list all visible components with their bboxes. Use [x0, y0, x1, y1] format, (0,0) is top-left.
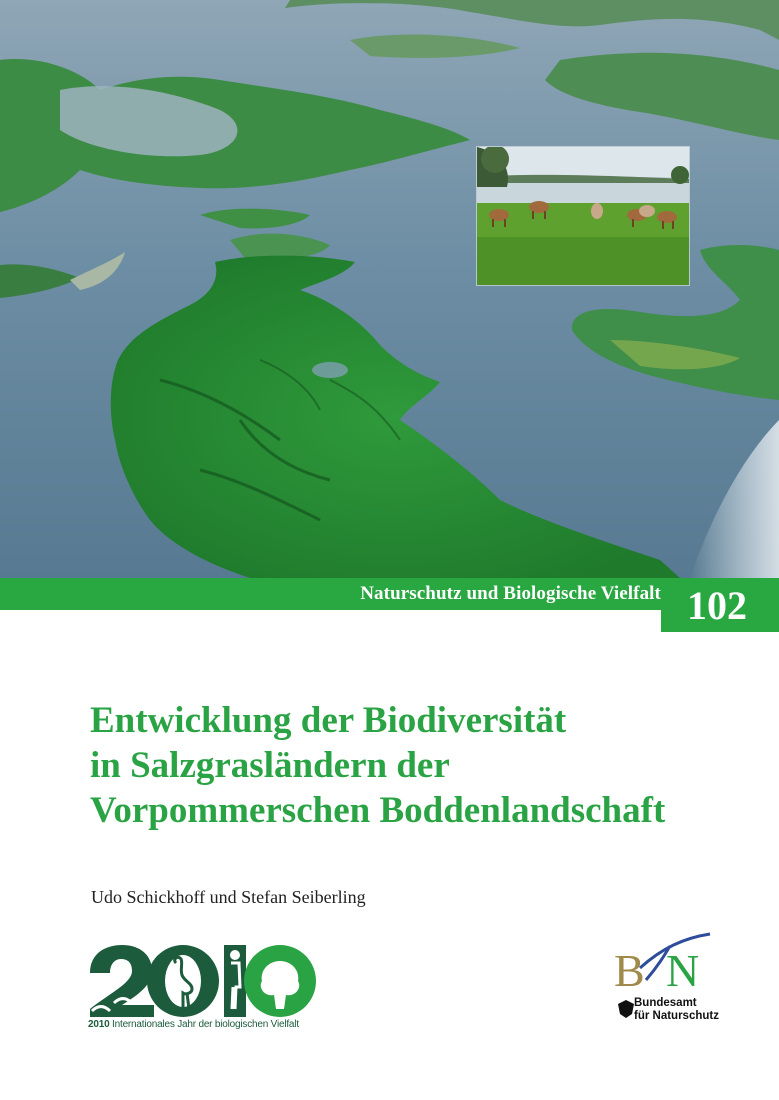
logo-2010-year: 2010	[88, 1019, 110, 1030]
publisher-name-line-2: für Naturschutz	[634, 1010, 719, 1022]
book-title-line-2: in Salzgrasländern der	[90, 745, 450, 786]
publisher-name	[634, 997, 719, 1023]
book-title-line-1: Entwicklung der Biodiversität	[90, 700, 567, 741]
inset-horses-photo	[477, 147, 689, 285]
logo-2010-graphic	[88, 943, 318, 1019]
biodiversity-year-logo	[88, 943, 318, 1038]
svg-text:B: B	[614, 945, 645, 996]
book-title	[90, 698, 770, 833]
book-authors: Udo Schickhoff und Stefan Seiberling	[91, 887, 366, 907]
series-title: Naturschutz und Biologische Vielfalt	[360, 583, 661, 604]
svg-text:N: N	[666, 945, 700, 996]
series-number: 102	[687, 583, 747, 628]
book-title-line-3: Vorpommerschen Boddenlandschaft	[90, 790, 666, 831]
publisher-name-line-1: Bundesamt	[634, 997, 697, 1009]
logo-2010-caption	[88, 1019, 299, 1030]
logo-2010-caption-text: Internationales Jahr der biologischen Vielfalt	[112, 1019, 299, 1030]
